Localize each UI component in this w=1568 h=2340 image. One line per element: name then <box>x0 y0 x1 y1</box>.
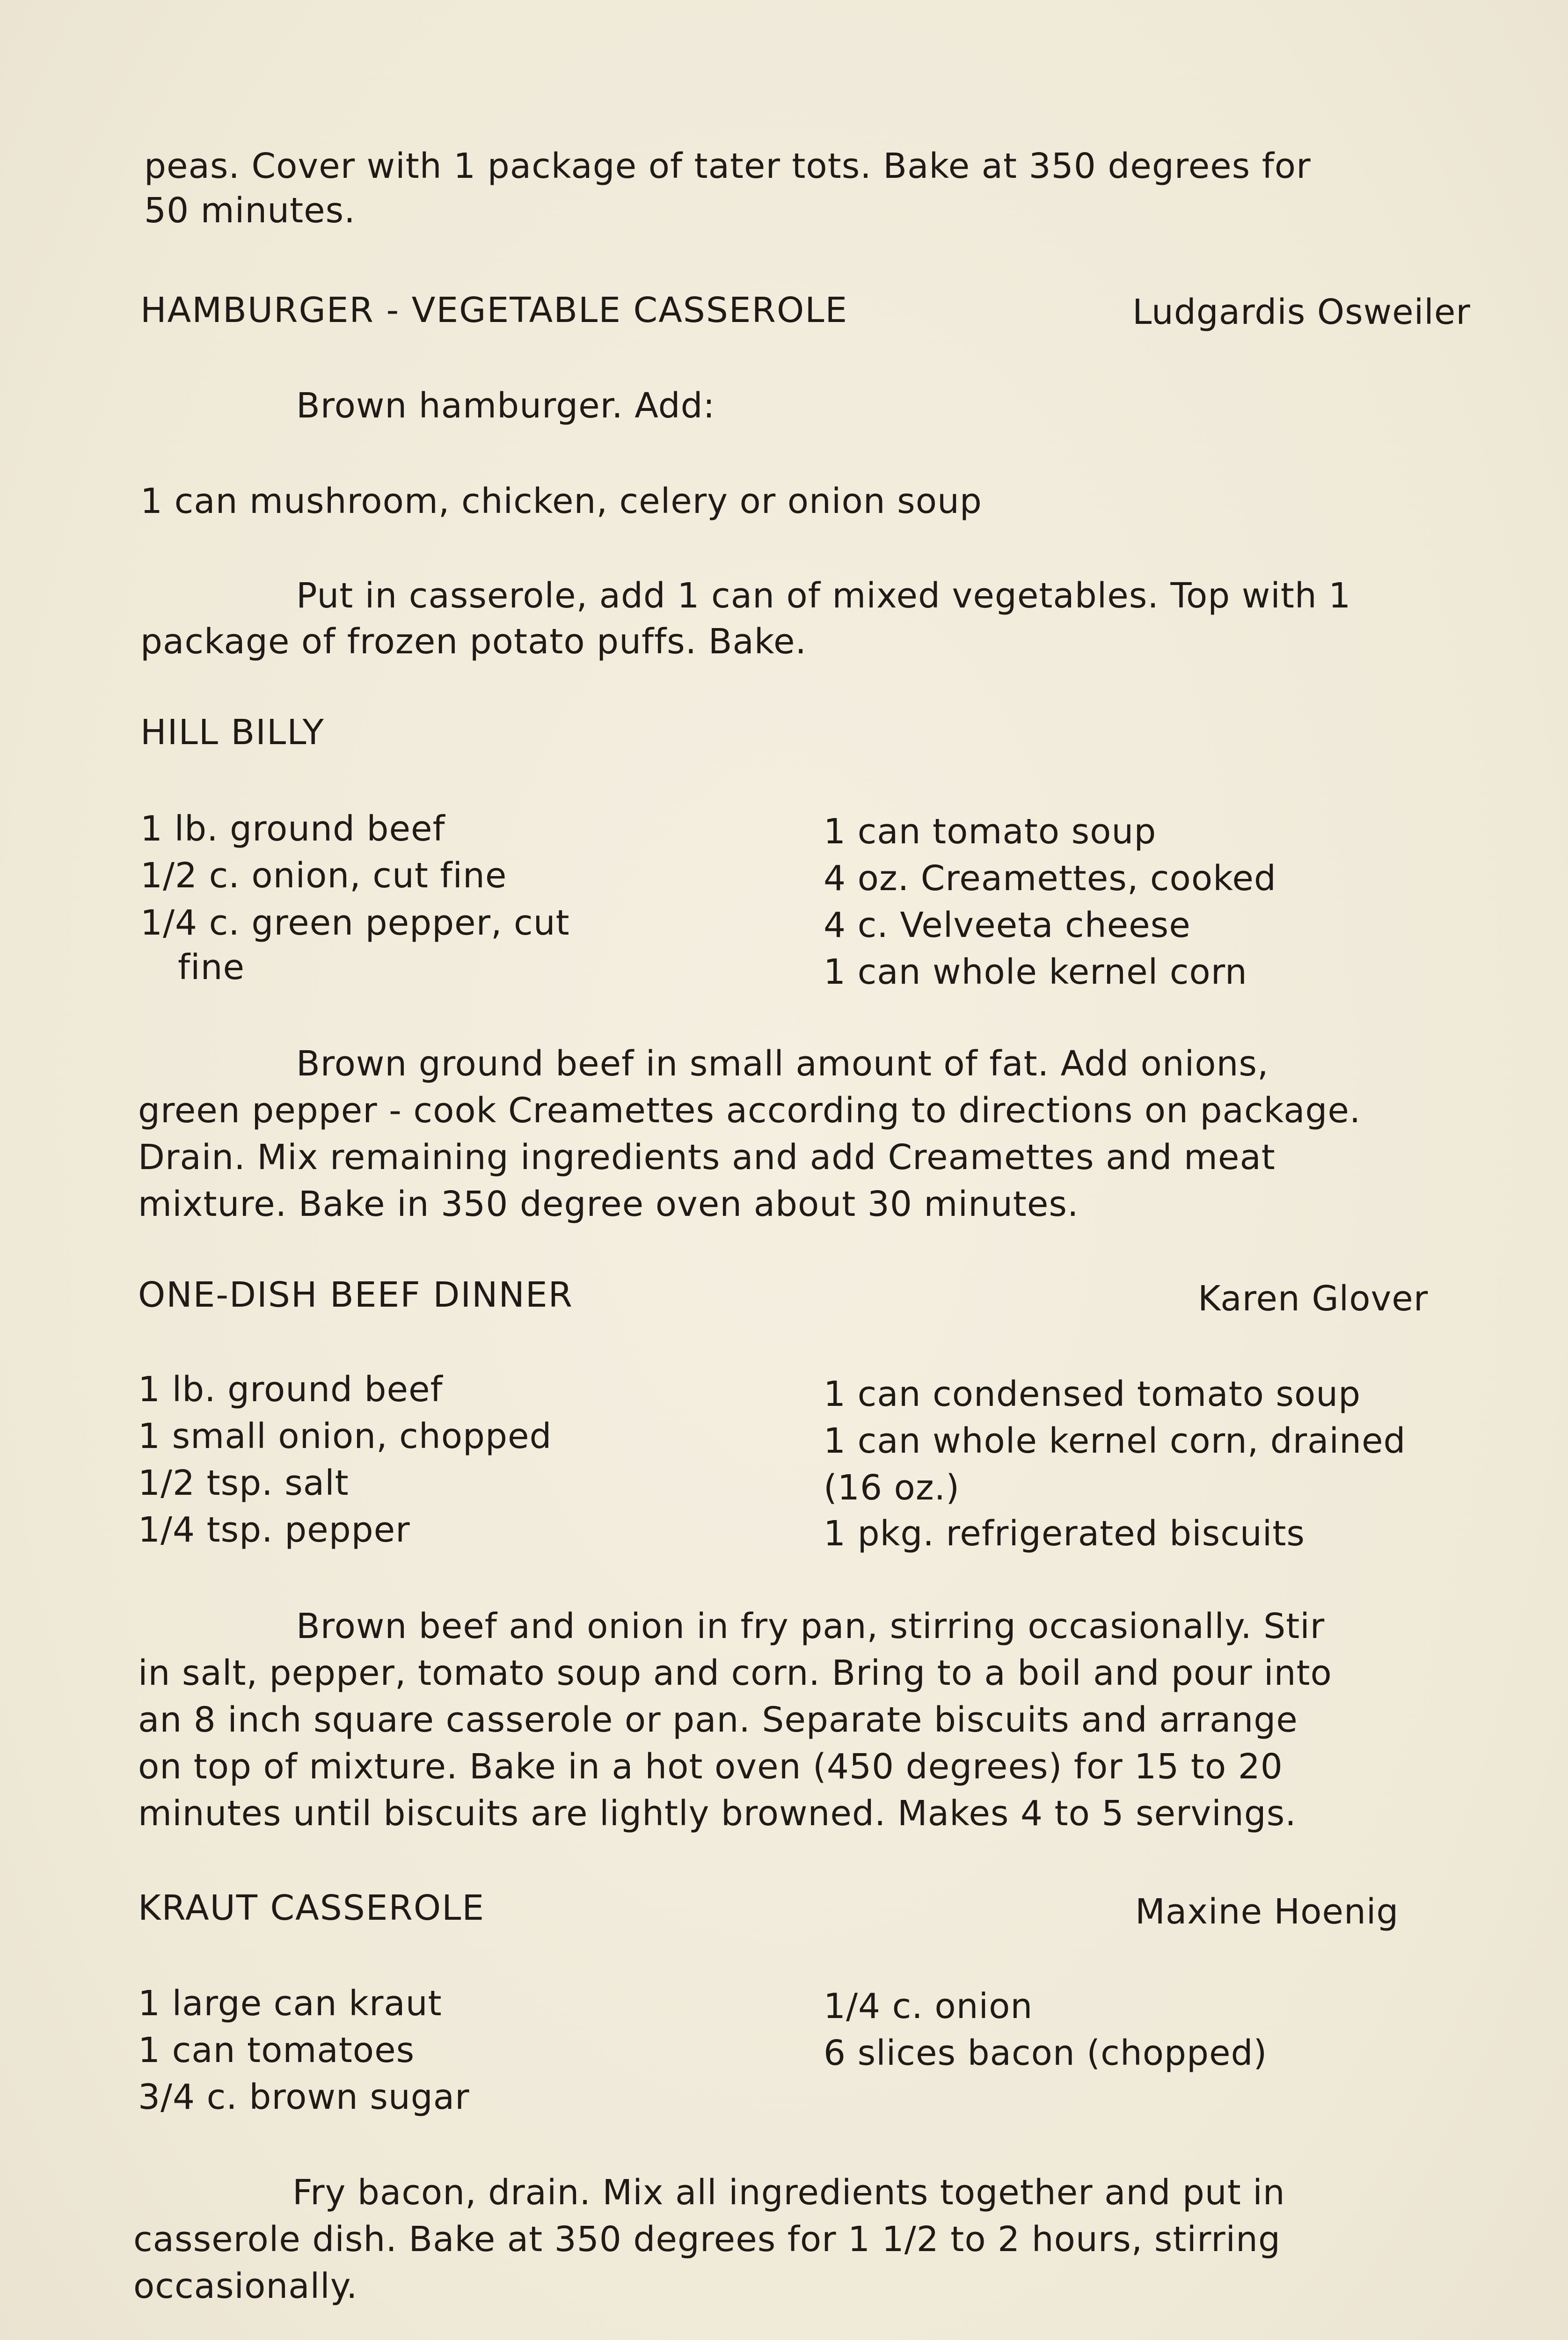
ingredient: 1 lb. ground beef <box>138 1369 443 1410</box>
ingredient: 1/4 tsp. pepper <box>138 1510 410 1550</box>
ingredient: (16 oz.) <box>824 1468 960 1508</box>
ingredient: 1 can condensed tomato soup <box>824 1374 1361 1414</box>
ingredient: 1/2 tsp. salt <box>138 1463 349 1503</box>
direction-line: Brown hamburger. Add: <box>296 386 715 426</box>
ingredient: 4 oz. Creamettes, cooked <box>824 858 1276 899</box>
direction-line: 1 can mushroom, chicken, celery or onion soup <box>140 481 982 521</box>
ingredient: 1 large can kraut <box>138 1983 442 2024</box>
ingredient: 6 slices bacon (chopped) <box>824 2033 1268 2073</box>
continuation-line: 50 minutes. <box>144 190 356 231</box>
direction-line: mixture. Bake in 350 degree oven about 30 minutes. <box>138 1184 1079 1224</box>
direction-line: package of frozen potato puffs. Bake. <box>140 622 807 662</box>
recipe-title: HAMBURGER - VEGETABLE CASSEROLE <box>140 290 848 330</box>
continuation-line: peas. Cover with 1 package of tater tots. Bake at 350 degrees for <box>144 146 1311 186</box>
ingredient: 4 c. Velveeta cheese <box>824 905 1191 945</box>
recipe-title: KRAUT CASSEROLE <box>138 1888 485 1928</box>
recipe-author: Karen Glover <box>1198 1279 1429 1319</box>
ingredient: 1 lb. ground beef <box>140 809 445 849</box>
direction-line: Fry bacon, drain. Mix all ingredients together and put in <box>292 2172 1285 2213</box>
direction-line: Brown beef and onion in fry pan, stirring occasionally. Stir <box>296 1606 1325 1646</box>
recipe-author: Ludgardis Osweiler <box>1132 292 1471 332</box>
ingredient: 1/4 c. onion <box>824 1986 1033 2026</box>
direction-line: an 8 inch square casserole or pan. Separate biscuits and arrange <box>138 1700 1298 1740</box>
direction-line: Brown ground beef in small amount of fat. Add onions, <box>296 1044 1269 1084</box>
direction-line: occasionally. <box>133 2266 358 2306</box>
ingredient: 1 pkg. refrigerated biscuits <box>824 1514 1305 1554</box>
ingredient: 1/2 c. onion, cut fine <box>140 856 507 896</box>
ingredient: 1 can tomato soup <box>824 812 1157 852</box>
recipe-title: ONE-DISH BEEF DINNER <box>138 1275 574 1315</box>
direction-line: green pepper - cook Creamettes according to directions on package. <box>138 1090 1361 1131</box>
ingredient: fine <box>178 947 245 987</box>
direction-line: in salt, pepper, tomato soup and corn. Bring to a boil and pour into <box>138 1653 1332 1693</box>
direction-line: casserole dish. Bake at 350 degrees for 1 1/2 to 2 hours, stirring <box>133 2219 1281 2260</box>
recipe-title: HILL BILLY <box>140 712 325 753</box>
direction-line: Put in casserole, add 1 can of mixed vegetables. Top with 1 <box>296 576 1351 616</box>
direction-line: on top of mixture. Bake in a hot oven (450 degrees) for 15 to 20 <box>138 1747 1283 1787</box>
recipe-author: Maxine Hoenig <box>1135 1892 1399 1932</box>
ingredient: 1 can tomatoes <box>138 2030 415 2070</box>
ingredient: 3/4 c. brown sugar <box>138 2077 470 2117</box>
ingredient: 1 small onion, chopped <box>138 1416 552 1456</box>
direction-line: Drain. Mix remaining ingredients and add Creamettes and meat <box>138 1137 1276 1177</box>
ingredient: 1 can whole kernel corn <box>824 952 1247 992</box>
ingredient: 1/4 c. green pepper, cut <box>140 903 570 943</box>
direction-line: minutes until biscuits are lightly browned. Makes 4 to 5 servings. <box>138 1793 1297 1834</box>
ingredient: 1 can whole kernel corn, drained <box>824 1421 1406 1461</box>
